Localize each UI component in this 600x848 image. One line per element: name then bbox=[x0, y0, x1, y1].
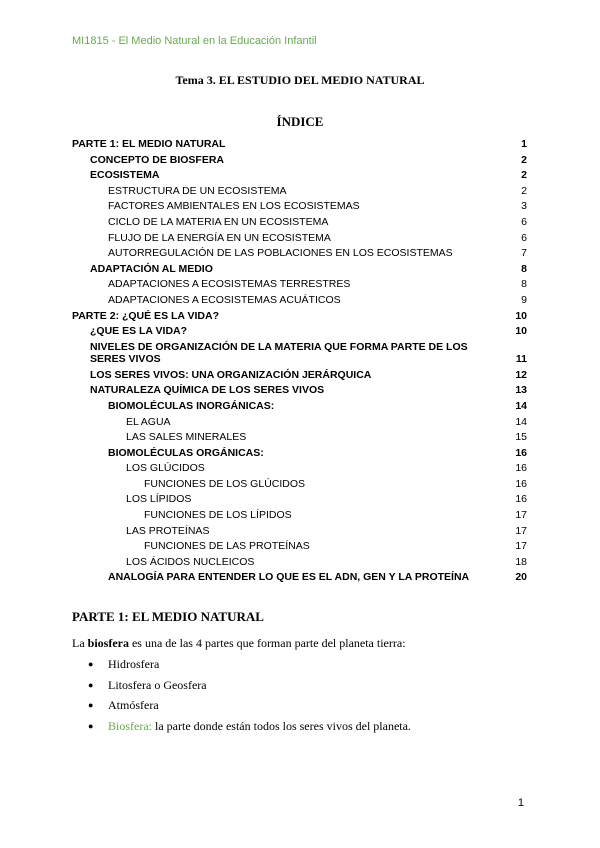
bullet-icon: ● bbox=[88, 720, 94, 731]
toc-entry-label: FUNCIONES DE LAS PROTEÍNAS bbox=[144, 540, 310, 553]
toc-entry-page: 8 bbox=[521, 278, 527, 291]
list-item-text: Hidrosfera bbox=[108, 657, 160, 671]
toc-entry-label: ADAPTACIONES A ECOSISTEMAS TERRESTRES bbox=[108, 278, 351, 291]
toc-entry-page: 16 bbox=[515, 477, 527, 490]
toc-entry-page: 1 bbox=[521, 138, 527, 150]
toc-entry[interactable] bbox=[72, 293, 527, 309]
toc-entry-page: 9 bbox=[521, 293, 527, 306]
toc-entry[interactable] bbox=[72, 415, 527, 431]
toc-entry-label: LAS SALES MINERALES bbox=[126, 431, 247, 444]
toc-entry[interactable] bbox=[72, 199, 527, 215]
toc-entry[interactable] bbox=[72, 262, 527, 278]
toc-entry-label: FUNCIONES DE LOS GLÚCIDOS bbox=[144, 477, 306, 490]
toc-entry-label: ESTRUCTURA DE UN ECOSISTEMA bbox=[108, 184, 287, 197]
para-text-pre: La bbox=[72, 636, 88, 650]
toc-entry-page: 17 bbox=[515, 540, 527, 553]
toc-entry[interactable] bbox=[72, 309, 527, 325]
toc-entry-page: 13 bbox=[515, 384, 527, 397]
toc-entry-label: BIOMOLÉCULAS ORGÁNICAS: bbox=[108, 446, 264, 459]
toc-entry[interactable] bbox=[72, 446, 527, 462]
toc-entry-page: 16 bbox=[515, 446, 527, 459]
toc-entry-page: 15 bbox=[515, 431, 527, 444]
toc-entry-label: ADAPTACIONES A ECOSISTEMAS ACUÁTICOS bbox=[108, 293, 341, 306]
page-number: 1 bbox=[517, 797, 524, 809]
toc-entry-label: ANALOGÍA PARA ENTENDER LO QUE ES EL ADN, GEN Y LA PROTEÍNA bbox=[108, 571, 470, 584]
toc-entry[interactable] bbox=[72, 340, 527, 368]
toc-entry-label: FUNCIONES DE LOS LÍPIDOS bbox=[144, 509, 292, 522]
toc-entry-page: 11 bbox=[515, 353, 527, 366]
toc-entry[interactable] bbox=[72, 555, 527, 571]
toc-entry-label: PARTE 1: EL MEDIO NATURAL bbox=[72, 138, 226, 150]
toc-entry-label: ADAPTACIÓN AL MEDIO bbox=[90, 262, 213, 275]
toc-entry-label: PARTE 2: ¿QUÉ ES LA VIDA? bbox=[72, 309, 220, 322]
toc-entry-label: LOS ÁCIDOS NUCLEICOS bbox=[126, 555, 255, 568]
toc-entry-page: 20 bbox=[515, 571, 527, 584]
toc-entry-label: ¿QUE ES LA VIDA? bbox=[90, 325, 188, 338]
toc-entry-page: 2 bbox=[521, 153, 527, 166]
toc-entry-page: 10 bbox=[515, 309, 527, 322]
list-item bbox=[88, 698, 411, 719]
toc-entry[interactable] bbox=[72, 168, 527, 184]
toc-entry[interactable] bbox=[72, 524, 527, 540]
toc-entry[interactable] bbox=[72, 461, 527, 477]
toc-entry-label: LOS LÍPIDOS bbox=[126, 493, 192, 506]
toc-entry[interactable] bbox=[72, 324, 527, 340]
list-item bbox=[88, 657, 411, 678]
toc-entry[interactable] bbox=[72, 383, 527, 399]
toc-entry-page: 2 bbox=[521, 169, 527, 182]
toc-entry-page: 16 bbox=[515, 493, 527, 506]
list-item-text: la parte donde están todos los seres vivos del planeta. bbox=[152, 718, 411, 733]
toc-entry[interactable] bbox=[72, 477, 527, 493]
toc-entry-page: 2 bbox=[521, 184, 527, 197]
toc-entry[interactable] bbox=[72, 277, 527, 293]
toc-entry[interactable] bbox=[72, 137, 527, 153]
toc-entry[interactable] bbox=[72, 215, 527, 231]
toc-entry-label: CICLO DE LA MATERIA EN UN ECOSISTEMA bbox=[108, 215, 329, 228]
toc-entry-label: FLUJO DE LA ENERGÍA EN UN ECOSISTEMA bbox=[108, 231, 331, 244]
toc-entry-page: 14 bbox=[515, 415, 527, 428]
toc-entry[interactable] bbox=[72, 492, 527, 508]
toc-entry-page: 6 bbox=[521, 231, 527, 244]
toc-entry[interactable] bbox=[72, 430, 527, 446]
toc-entry-label: NATURALEZA QUÍMICA DE LOS SERES VIVOS bbox=[90, 384, 325, 397]
para-text-post: es una de las 4 partes que forman parte del planeta tierra: bbox=[128, 636, 406, 650]
toc-entry-label: NIVELES DE ORGANIZACIÓN DE LA MATERIA QUE FORMA PARTE DE LOS SERES VIVOS bbox=[90, 340, 468, 366]
toc-entry-label: AUTORREGULACIÓN DE LAS POBLACIONES EN LOS ECOSISTEMAS bbox=[108, 247, 453, 260]
toc-entry-label: CONCEPTO DE BIOSFERA bbox=[90, 153, 224, 166]
toc-entry-page: 18 bbox=[515, 555, 527, 568]
toc-entry[interactable] bbox=[72, 570, 527, 586]
toc-entry[interactable] bbox=[72, 399, 527, 415]
toc-entry-label: EL AGUA bbox=[126, 415, 171, 428]
toc-entry-page: 12 bbox=[515, 368, 527, 381]
toc-entry[interactable] bbox=[72, 246, 527, 262]
toc-entry[interactable] bbox=[72, 508, 527, 524]
toc-entry[interactable] bbox=[72, 231, 527, 247]
list-item-text: Atmósfera bbox=[108, 698, 159, 712]
toc-entry[interactable] bbox=[72, 153, 527, 169]
toc-entry-page: 6 bbox=[521, 215, 527, 228]
toc-entry-page: 17 bbox=[515, 524, 527, 537]
toc-entry-page: 16 bbox=[515, 462, 527, 475]
bullet-icon: ● bbox=[88, 700, 94, 710]
toc-entry[interactable] bbox=[72, 539, 527, 555]
toc-entry-page: 17 bbox=[515, 509, 527, 522]
index-title: ÍNDICE bbox=[276, 114, 324, 129]
para-bold-term: biosfera bbox=[87, 636, 129, 650]
intro-paragraph bbox=[72, 636, 406, 651]
list-item bbox=[88, 719, 411, 740]
bullet-icon: ● bbox=[88, 679, 94, 690]
toc-entry-page: 7 bbox=[521, 247, 527, 260]
toc-entry[interactable] bbox=[72, 368, 527, 384]
toc-entry-label: ECOSISTEMA bbox=[90, 169, 160, 182]
toc-entry-label: LOS GLÚCIDOS bbox=[126, 462, 205, 475]
toc-entry-page: 8 bbox=[521, 262, 527, 275]
list-item-text: Litosfera o Geosfera bbox=[108, 677, 207, 692]
toc-entry-page: 14 bbox=[515, 399, 527, 412]
document-title: Tema 3. EL ESTUDIO DEL MEDIO NATURAL bbox=[175, 73, 425, 87]
bullet-icon: ● bbox=[88, 659, 94, 669]
toc-entry[interactable] bbox=[72, 184, 527, 200]
document-header: MI1815 - El Medio Natural en la Educación Infantil bbox=[72, 35, 317, 47]
toc-entry-label: LAS PROTEÍNAS bbox=[126, 524, 210, 537]
list-item bbox=[88, 678, 411, 699]
toc-entry-label: FACTORES AMBIENTALES EN LOS ECOSISTEMAS bbox=[108, 200, 360, 213]
table-of-contents bbox=[72, 137, 527, 586]
toc-entry-label: BIOMOLÉCULAS INORGÁNICAS: bbox=[108, 399, 275, 412]
toc-entry-label: LOS SERES VIVOS: UNA ORGANIZACIÓN JERÁRQUICA bbox=[90, 368, 372, 381]
list-item-term: Biosfera: bbox=[108, 718, 152, 733]
section-heading: PARTE 1: EL MEDIO NATURAL bbox=[72, 609, 264, 624]
toc-entry-page: 3 bbox=[521, 200, 527, 213]
toc-entry-page: 10 bbox=[515, 325, 527, 338]
bullet-list bbox=[88, 657, 411, 739]
